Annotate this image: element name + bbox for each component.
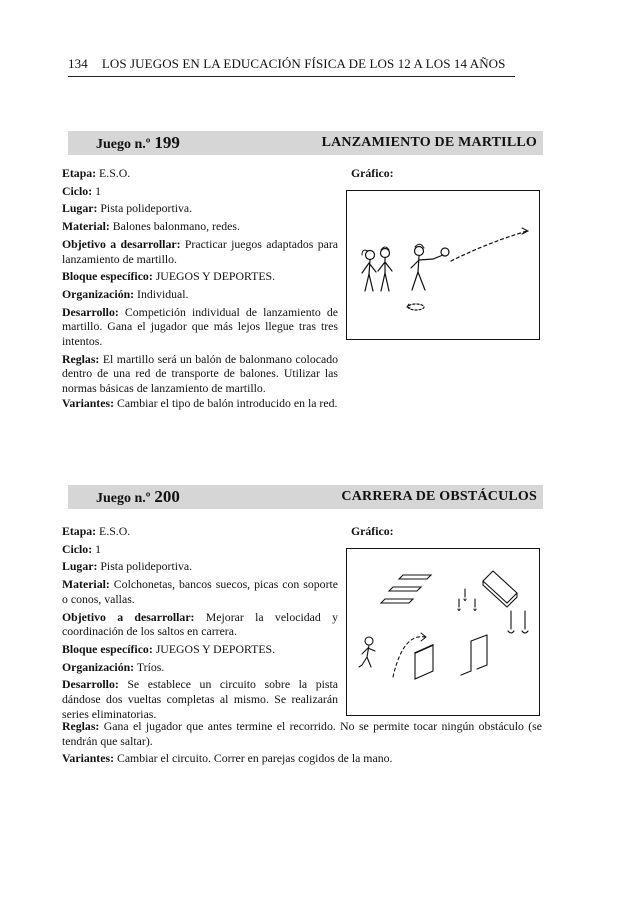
field-value: Pista polideportiva. (100, 201, 193, 216)
grafico-label: Gráfico: (351, 166, 394, 180)
field-label: Ciclo: (62, 183, 93, 198)
field-value: Mejorar la velocidad y coordinación de los saltos en carrera. (62, 609, 338, 639)
game-title: CARRERA DE OBSTÁCULOS (341, 489, 537, 504)
field-value: Se establece un circuito sobre la pista dándose dos vueltas completas al mismo. Se realizarán series eliminatorias. (62, 677, 339, 721)
field-value: Practicar juegos adaptados para lanzamiento de martillo. (62, 236, 338, 266)
field-value: 1 (95, 183, 101, 198)
field-label: Organización: (62, 659, 135, 674)
game-199-title-bar (68, 131, 543, 155)
field-label: Material: (62, 219, 110, 234)
field-value: 1 (95, 541, 101, 556)
field-label: Material: (62, 577, 110, 592)
game-200-wide-fields (62, 719, 542, 769)
field-etapa (62, 166, 338, 181)
header-rule (68, 76, 515, 77)
field-value: El martillo será un balón de balonmano colocado dentro de una red de transporte de balones. Utilizar las normas básicas de lanzamiento de martillo. (62, 351, 339, 396)
field-material (62, 219, 338, 234)
field-objetivo (62, 610, 338, 639)
field-lugar (62, 201, 338, 216)
field-variantes (62, 751, 542, 766)
field-label: Variantes: (62, 396, 114, 410)
game-number-label: Juego n.º (96, 491, 151, 506)
field-desarrollo (62, 677, 338, 721)
grafico-label: Gráfico: (351, 524, 394, 538)
field-variantes (62, 396, 542, 411)
game-199-variantes (62, 396, 542, 414)
field-label: Reglas: (62, 719, 100, 733)
field-etapa (62, 524, 338, 539)
field-material (62, 577, 338, 606)
running-title: LOS JUEGOS EN LA EDUCACIÓN FÍSICA DE LOS 12 A LOS 14 AÑOS (101, 56, 506, 71)
obstacle-course-figure (346, 548, 540, 716)
game-number-value: 199 (154, 133, 180, 152)
field-desarrollo (62, 305, 338, 349)
field-bloque (62, 269, 338, 284)
field-reglas (62, 352, 338, 396)
field-value: Tríos. (136, 659, 165, 674)
field-label: Desarrollo: (62, 304, 119, 319)
field-value: Individual. (137, 286, 189, 301)
field-ciclo (62, 184, 338, 199)
field-organizacion (62, 660, 338, 675)
field-ciclo (62, 542, 338, 557)
field-label: Objetivo a desarrollar: (62, 236, 181, 251)
field-label: Reglas: (62, 351, 100, 366)
field-value: JUEGOS Y DEPORTES. (155, 269, 276, 284)
field-label: Objetivo a desarrollar: (62, 609, 195, 624)
running-header (68, 56, 515, 72)
game-200-fields (62, 524, 338, 724)
obstacle-course-drawing (347, 549, 539, 715)
field-label: Desarrollo: (62, 677, 119, 692)
game-number (96, 487, 180, 507)
field-label: Lugar: (62, 201, 98, 216)
field-label: Etapa: (62, 524, 97, 538)
game-number-label: Juego n.º (96, 137, 151, 152)
game-200-title-bar (68, 485, 543, 509)
field-label: Etapa: (62, 166, 97, 180)
game-number-value: 200 (154, 487, 180, 506)
game-number (96, 133, 180, 153)
field-value: E.S.O. (99, 524, 131, 538)
hammer-throw-figure (346, 190, 540, 340)
field-label: Bloque específico: (62, 269, 153, 284)
field-bloque (62, 642, 338, 657)
field-value: Balones balonmano, redes. (112, 219, 240, 234)
field-label: Organización: (62, 286, 135, 301)
field-reglas (62, 719, 542, 748)
game-title: LANZAMIENTO DE MARTILLO (321, 135, 537, 150)
field-value: Gana el jugador que antes termine el recorrido. No se permite tocar ningún obstáculo (se tendrán que saltar). (62, 719, 542, 748)
hammer-throw-drawing (347, 191, 539, 339)
field-objetivo (62, 237, 338, 266)
field-organizacion (62, 287, 338, 302)
field-label: Ciclo: (62, 541, 93, 556)
field-value: Colchonetas, bancos suecos, picas con soporte o conos, vallas. (62, 577, 339, 606)
field-label: Variantes: (62, 751, 114, 766)
field-value: E.S.O. (99, 166, 131, 180)
field-value: Pista polideportiva. (100, 559, 193, 574)
field-label: Lugar: (62, 559, 98, 574)
field-value: Cambiar el tipo de balón introducido en la red. (116, 396, 338, 410)
game-199-fields (62, 166, 338, 399)
field-lugar (62, 559, 338, 574)
field-value: Competición individual de lanzamiento de martillo. Gana el jugador que más lejos llegue tras tres intentos. (62, 304, 339, 349)
field-value: Cambiar el circuito. Correr en parejas cogidos de la mano. (116, 751, 393, 766)
field-value: JUEGOS Y DEPORTES. (155, 641, 276, 656)
field-label: Bloque específico: (62, 641, 153, 656)
page-number: 134 (68, 56, 88, 71)
